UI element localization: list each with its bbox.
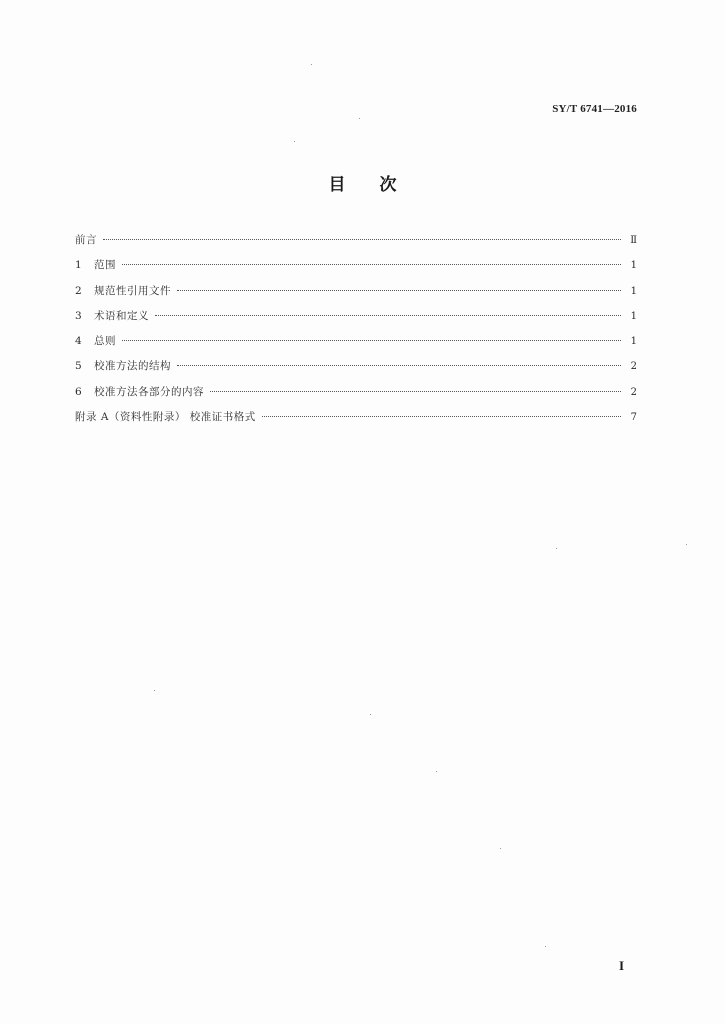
page-number: I xyxy=(619,958,625,973)
toc-entry-general-principles[interactable] xyxy=(75,333,637,358)
toc-entry-number: 3 xyxy=(75,309,82,322)
toc-entry-label: 校准方法的结构 xyxy=(94,360,171,373)
toc-entry-method-structure[interactable] xyxy=(75,358,637,383)
toc-entry-number: 5 xyxy=(75,360,82,373)
dot-leader xyxy=(210,391,621,392)
toc-entry-label: 附录 A（资料性附录） 校准证书格式 xyxy=(75,411,256,424)
scan-speck xyxy=(311,64,312,65)
dot-leader xyxy=(155,315,621,316)
toc-title: 目次 xyxy=(328,175,431,195)
toc-entry-number: 4 xyxy=(75,335,82,348)
toc-entry-page: 7 xyxy=(630,412,637,424)
toc-entry-normative-references[interactable] xyxy=(75,283,637,308)
toc-entry-label: 范围 xyxy=(94,259,116,272)
toc-entry-label: 术语和定义 xyxy=(94,309,149,322)
dot-leader xyxy=(177,365,621,366)
toc-entry-page: 1 xyxy=(630,285,637,297)
toc-entry-page: 2 xyxy=(630,361,637,373)
toc-entry-page: 1 xyxy=(630,336,637,348)
toc-entry-scope[interactable] xyxy=(75,257,637,282)
toc-entry-appendix-a[interactable] xyxy=(75,409,637,434)
table-of-contents xyxy=(75,232,637,434)
toc-entry-number: 2 xyxy=(75,284,82,297)
scan-speck xyxy=(686,544,687,545)
scan-speck xyxy=(359,118,360,119)
scan-speck xyxy=(370,714,371,715)
scan-speck xyxy=(154,690,155,691)
toc-entry-page: 1 xyxy=(630,260,637,272)
dot-leader xyxy=(122,264,621,265)
standard-code: SY/T 6741—2016 xyxy=(552,103,637,115)
scan-speck xyxy=(500,848,501,849)
scan-speck xyxy=(556,548,557,549)
toc-entry-foreword[interactable] xyxy=(75,232,637,257)
toc-entry-number: 1 xyxy=(75,259,82,272)
dot-leader xyxy=(122,340,621,341)
toc-entry-page: Ⅱ xyxy=(630,235,637,246)
toc-entry-number: 6 xyxy=(75,385,82,398)
toc-entry-label: 校准方法各部分的内容 xyxy=(94,385,204,398)
scan-speck xyxy=(436,771,437,772)
toc-entry-label: 前言 xyxy=(75,234,97,246)
toc-entry-label: 总则 xyxy=(94,335,116,348)
toc-entry-page: 2 xyxy=(630,386,637,398)
dot-leader xyxy=(177,290,621,291)
toc-entry-terms-definitions[interactable] xyxy=(75,308,637,333)
scan-speck xyxy=(294,141,295,142)
scan-speck xyxy=(545,946,546,947)
toc-entry-label: 规范性引用文件 xyxy=(94,284,171,297)
toc-entry-page: 1 xyxy=(630,310,637,322)
dot-leader xyxy=(103,239,621,240)
dot-leader xyxy=(262,416,621,417)
toc-entry-method-contents[interactable] xyxy=(75,384,637,409)
